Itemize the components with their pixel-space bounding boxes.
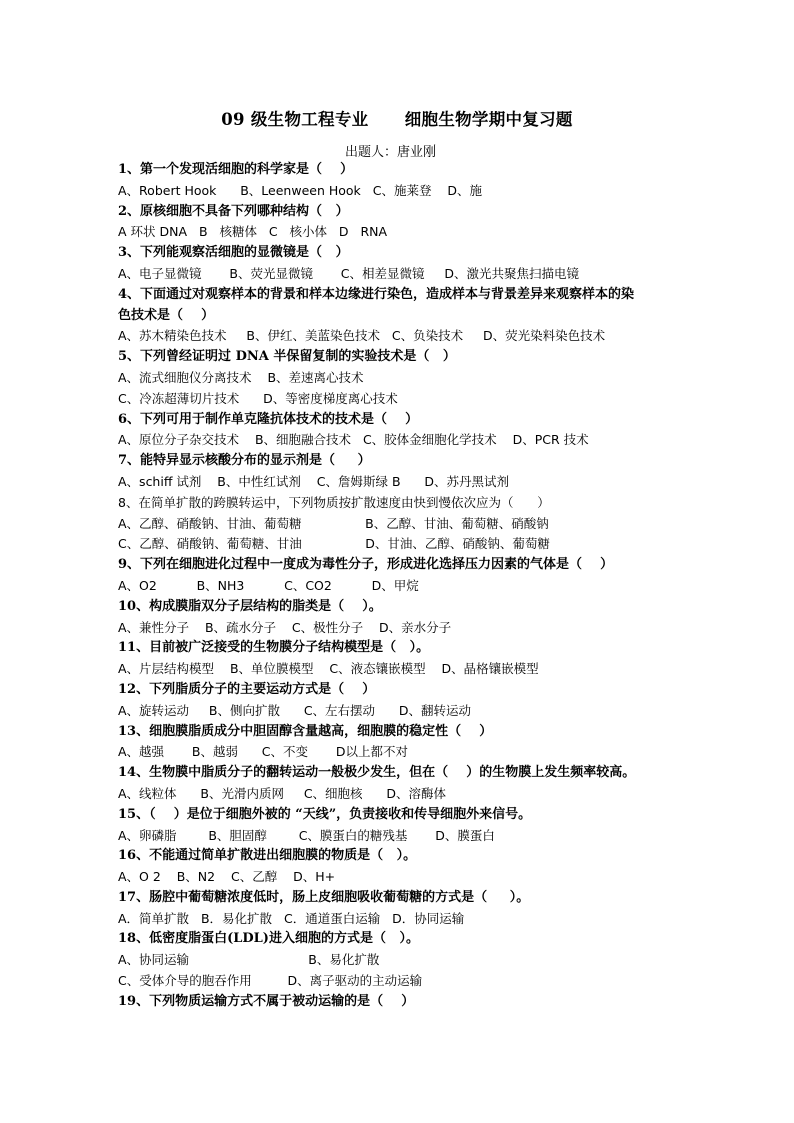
author-line: 出题人：唐业刚	[345, 145, 437, 160]
options-8b: C、乙醇、硝酸钠、葡萄糖、甘油 D、甘油、乙醇、硝酸钠、葡萄糖	[118, 536, 550, 552]
question-4: 4、下面通过对观察样本的背景和样本边缘进行染色，造成样本与背景差异来观察样本的染	[118, 286, 635, 302]
question-8: 8、在简单扩散的跨膜转运中，下列物质按扩散速度由快到慢依次应为（ ）	[118, 494, 550, 510]
options-7: A、schiff 试剂 B、中性红试剂 C、詹姆斯绿 B D、苏丹黑试剂	[118, 473, 510, 489]
question-14: 14、生物膜中脂质分子的翻转运动一般极少发生，但在（ ）的生物膜上发生频率较高。	[118, 765, 636, 781]
options-1: A、Robert Hook B、Leenween Hook C、施莱登 D、施	[118, 182, 482, 198]
question-1: 1、第一个发现活细胞的科学家是（ ）	[118, 162, 354, 177]
question-18: 18、低密度脂蛋白(LDL)进入细胞的方式是（ ）。	[118, 931, 420, 947]
options-8a: A、乙醇、硝酸钠、甘油、葡萄糖 B、乙醇、甘油、葡萄糖、硝酸钠	[118, 515, 549, 531]
question-7: 7、能特异显示核酸分布的显示剂是（ ）	[118, 453, 371, 469]
options-5b: C、冷冻超薄切片技术 D、等密度梯度离心技术	[118, 390, 398, 406]
question-12: 12、下列脂质分子的主要运动方式是（ ）	[118, 681, 376, 697]
options-14: A、线粒体 B、光滑内质网 C、细胞核 D、溶酶体	[118, 785, 447, 801]
options-12: A、旋转运动 B、侧向扩散 C、左右摆动 D、翻转运动	[118, 702, 472, 718]
question-list	[118, 160, 688, 1013]
question-5: 5、下列曾经证明过 DNA 半保留复制的实验技术是（ ）	[118, 349, 456, 365]
page-title: 09 级生物工程专业 细胞生物学期中复习题	[221, 110, 573, 129]
options-10: A、兼性分子 B、疏水分子 C、极性分子 D、亲水分子	[118, 619, 452, 635]
options-9: A、O2 B、NH3 C、CO2 D、甲烷	[118, 577, 419, 593]
options-6: A、原位分子杂交技术 B、细胞融合技术 C、胶体金细胞化学技术 D、PCR 技术	[118, 432, 589, 448]
options-3: A、电子显微镜 B、荧光显微镜 C、相差显微镜 D、激光共聚焦扫描电镜	[118, 265, 579, 281]
question-16: 16、不能通过简单扩散进出细胞膜的物质是（ ）。	[118, 848, 417, 864]
question-3: 3、下列能观察活细胞的显微镜是（ ）	[118, 245, 349, 261]
question-9: 9、下列在细胞进化过程中一度成为毒性分子，形成进化选择压力因素的气体是（ ）	[118, 557, 614, 573]
question-10: 10、构成膜脂双分子层结构的脂类是（ ）。	[118, 598, 382, 614]
options-16: A、O 2 B、N2 C、乙醇 D、H+	[118, 869, 336, 885]
options-2: A 环状 DNA B 核糖体 C 核小体 D RNA	[118, 224, 388, 240]
question-15: 15、（ ）是位于细胞外被的 “天线”，负责接收和传导细胞外来信号。	[118, 806, 532, 822]
question-6: 6、下列可用于制作单克隆抗体技术的技术是（ ）	[118, 411, 419, 427]
question-19: 19、下列物质运输方式不属于被动运输的是（ ）	[118, 993, 415, 1009]
options-4: A、苏木精染色技术 B、伊红、美蓝染色技术 C、负染技术 D、荧光染料染色技术	[118, 328, 606, 344]
question-4-cont: 色技术是（ ）	[118, 307, 215, 323]
options-13: A、越强 B、越弱 C、不变 D以上都不对	[118, 744, 408, 760]
options-11: A、片层结构模型 B、单位膜模型 C、液态镶嵌模型 D、晶格镶嵌模型	[118, 661, 539, 677]
options-18a: A、协同运输 B、易化扩散	[118, 952, 380, 968]
options-18b: C、受体介导的胞吞作用 D、离子驱动的主动运输	[118, 973, 423, 989]
question-13: 13、细胞膜脂质成分中胆固醇含量越高，细胞膜的稳定性（ ）	[118, 723, 493, 739]
options-17: A．简单扩散 B．易化扩散 C．通道蛋白运输 D．协同运输	[118, 910, 465, 926]
question-11: 11、目前被广泛接受的生物膜分子结构模型是（ ）。	[118, 640, 430, 656]
question-17: 17、肠腔中葡萄糖浓度低时，肠上皮细胞吸收葡萄糖的方式是（ ）。	[118, 889, 530, 905]
options-5a: A、流式细胞仪分离技术 B、差速离心技术	[118, 369, 364, 385]
question-2: 2、原核细胞不具备下列哪种结构（ ）	[118, 203, 349, 219]
options-15: A、卵磷脂 B、胆固醇 C、膜蛋白的糖残基 D、膜蛋白	[118, 827, 495, 843]
